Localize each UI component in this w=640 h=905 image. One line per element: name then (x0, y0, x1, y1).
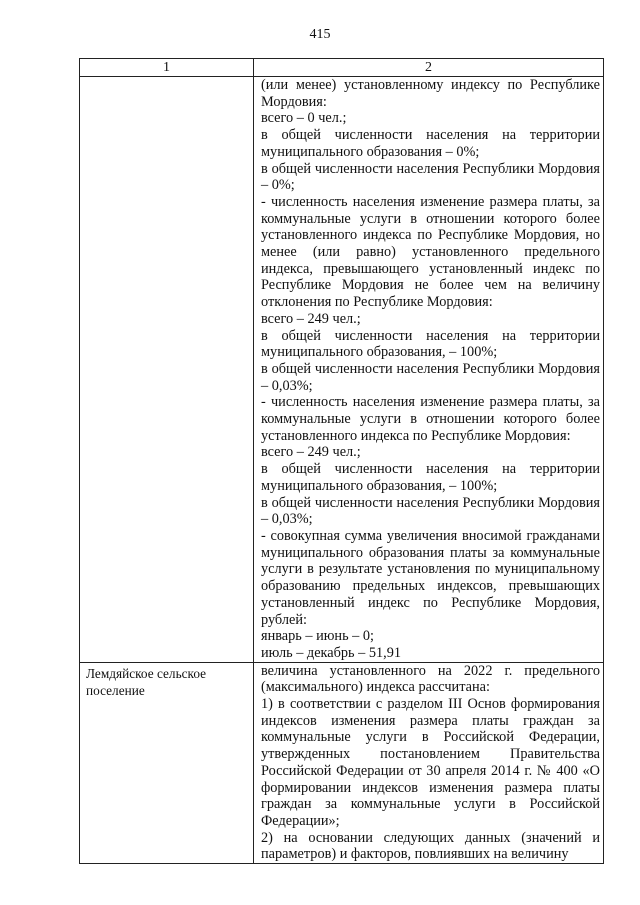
paragraph: в общей численности населения Республики Мордовия – 0,03%; (261, 360, 600, 394)
paragraph: - совокупная сумма увеличения вносимой гражданами муниципального образования платы за коммунальные услуги в результате установления по муниципальному образованию предельных индексов, превышающих установленный индекс по Республике Мордовия, рублей: (261, 527, 600, 628)
paragraph: всего – 249 чел.; (261, 444, 361, 461)
description-cell (254, 77, 604, 663)
paragraph: величина установленного на 2022 г. предельного (максимального) индекса рассчитана: (261, 662, 600, 696)
description-cell (254, 662, 604, 863)
paragraph: 1) в соответствии с разделом III Основ формирования индексов изменения размера платы граждан за коммунальные услуги в Российской Федерации, утвержденных постановлением Правительства Российской Федерации от 30 апреля 2014 г. № 400 «О формировании индексов изменения размера платы граждан за коммунальные услуги в Российской Федерации»; (261, 696, 600, 829)
municipality-cell (80, 77, 254, 663)
column-header-1: 1 (80, 59, 254, 77)
municipality-cell: Лемдяйское сельское поселение (80, 662, 254, 863)
paragraph: в общей численности населения на территории муниципального образования – 0%; (261, 127, 600, 160)
paragraph: июль – декабрь – 51,91 (261, 644, 402, 661)
paragraph: всего – 0 чел.; (261, 110, 347, 127)
paragraph: в общей численности населения Республики Мордовия – 0%; (261, 160, 600, 194)
paragraph: в общей численности населения на территории муниципального образования, – 100%; (261, 327, 600, 361)
paragraph: - численность населения изменение размера платы, за коммунальные услуги в отношении которого более установленного индекса по Республике Мордовия: (261, 394, 600, 444)
paragraph: январь – июнь – 0; (261, 628, 375, 645)
paragraph: (или менее) установленному индексу по Республике Мордовия: (261, 77, 600, 110)
column-header-2: 2 (254, 59, 604, 77)
table-header-row (80, 59, 604, 77)
table-row (80, 77, 604, 663)
paragraph: в общей численности населения Республики Мордовия – 0,03%; (261, 494, 600, 528)
table-row (80, 662, 604, 863)
document-table (79, 58, 604, 864)
page-number: 415 (309, 27, 331, 42)
paragraph: в общей численности населения на территории муниципального образования, – 100%; (261, 461, 600, 494)
paragraph: - численность населения изменение размера платы, за коммунальные услуги в отношении которого более установленного индекса по Республике Мордовия, но менее (или равно) установленного предельного индекса, превышающего установленный индекс по Республике Мордовия не более чем на величину отклонения по Республике Мордовия: (261, 193, 600, 311)
paragraph: всего – 249 чел.; (261, 310, 361, 327)
paragraph: 2) на основании следующих данных (значений и параметров) и факторов, повлиявших на величину (261, 829, 600, 863)
